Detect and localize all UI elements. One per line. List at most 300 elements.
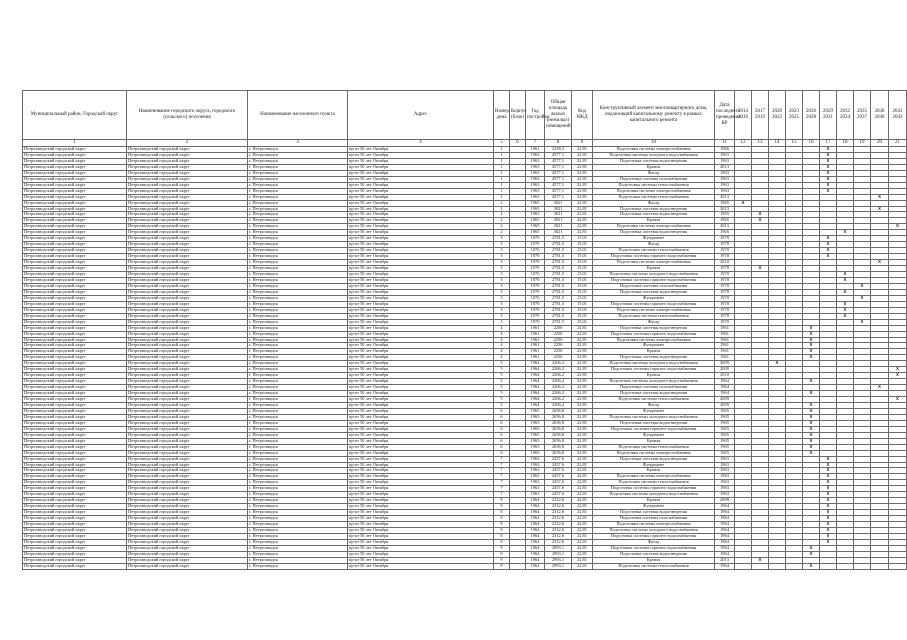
- cell-settlement: Петрозаводский городской округ: [127, 379, 248, 385]
- cell-element: Подготовка системы горячего водоснабжения: [593, 277, 715, 283]
- cell-area: 2993,1: [545, 557, 572, 563]
- cell-settlement: Петрозаводский городской округ: [127, 444, 248, 450]
- cell-element: Подготовка системы холодного водоснабжения: [593, 528, 715, 534]
- period-cell: X: [820, 498, 837, 504]
- period-cell: X: [803, 337, 820, 343]
- period-cell: X: [889, 224, 907, 230]
- cell-settlement: Петрозаводский городской округ: [127, 248, 248, 254]
- cell-settlement: Петрозаводский городской округ: [127, 254, 248, 260]
- col-header-build-year: Год постройки: [526, 91, 545, 140]
- cell-mkd-code: 22,81: [572, 158, 593, 164]
- cell-address: пр-кт 50 лет Октября: [348, 212, 494, 218]
- cell-address: пр-кт 50 лет Октября: [348, 468, 494, 474]
- cell-last-repair: 1965: [715, 408, 735, 414]
- cell-build-year: 1963: [526, 170, 545, 176]
- cell-locality: г. Петрозаводск: [248, 545, 348, 551]
- cell-address: пр-кт 50 лет Октября: [348, 206, 494, 212]
- cell-build-year: 1965: [526, 426, 545, 432]
- cell-area: 2656,8: [545, 438, 572, 444]
- cell-area: 2781,5: [545, 319, 572, 325]
- cell-element: Подготовка системы водоотведения: [593, 206, 715, 212]
- cell-district: Петрозаводский городской округ: [23, 242, 127, 248]
- cell-element: Подготовка системы водоотведения: [593, 391, 715, 397]
- cell-address: пр-кт 50 лет Октября: [348, 438, 494, 444]
- cell-area: 2266,2: [545, 385, 572, 391]
- cell-address: пр-кт 50 лет Октября: [348, 516, 494, 522]
- cell-settlement: Петрозаводский городской округ: [127, 170, 248, 176]
- cell-house-number: 7: [494, 468, 510, 474]
- cell-locality: г. Петрозаводск: [248, 498, 348, 504]
- cell-build-year: 1970: [526, 260, 545, 266]
- cell-address: пр-кт 50 лет Октября: [348, 254, 494, 260]
- column-number: 10: [593, 140, 715, 147]
- cell-mkd-code: 15,01: [572, 283, 593, 289]
- cell-address: пр-кт 50 лет Октября: [348, 325, 494, 331]
- cell-house-number: 8: [494, 528, 510, 534]
- cell-element: Подготовка системы газоснабжения: [593, 283, 715, 289]
- cell-mkd-code: 22,81: [572, 408, 593, 414]
- period-cell: [752, 563, 769, 569]
- cell-address: пр-кт 50 лет Октября: [348, 194, 494, 200]
- col-header-block: Корпус (блок): [510, 91, 526, 140]
- cell-build-year: 1963: [526, 480, 545, 486]
- cell-district: Петрозаводский городской округ: [23, 414, 127, 420]
- cell-last-repair: 1963: [715, 182, 735, 188]
- period-cell: X: [820, 480, 837, 486]
- period-cell: X: [820, 492, 837, 498]
- cell-locality: г. Петрозаводск: [248, 254, 348, 260]
- cell-district: Петрозаводский городской округ: [23, 438, 127, 444]
- cell-address: пр-кт 50 лет Октября: [348, 313, 494, 319]
- cell-area: 2312,6: [545, 522, 572, 528]
- cell-element: Подготовка системы водоотведения: [593, 551, 715, 557]
- cell-last-repair: 1965: [715, 432, 735, 438]
- cell-mkd-code: 22,81: [572, 516, 593, 522]
- cell-address: пр-кт 50 лет Октября: [348, 522, 494, 528]
- cell-area: 2256: [545, 355, 572, 361]
- cell-house-number: 2: [494, 212, 510, 218]
- cell-build-year: 1965: [526, 414, 545, 420]
- cell-mkd-code: 15,01: [572, 260, 593, 266]
- cell-house-number: 8: [494, 539, 510, 545]
- cell-locality: г. Петрозаводск: [248, 391, 348, 397]
- col-header-period: 2035 2037: [854, 91, 871, 140]
- cell-locality: г. Петрозаводск: [248, 557, 348, 563]
- cell-settlement: Петрозаводский городской округ: [127, 331, 248, 337]
- cell-element: Подготовка системы водоотведения: [593, 212, 715, 218]
- cell-house-number: 2: [494, 200, 510, 206]
- cell-mkd-code: 22,81: [572, 510, 593, 516]
- cell-locality: г. Петрозаводск: [248, 450, 348, 456]
- cell-district: Петрозаводский городской округ: [23, 444, 127, 450]
- cell-mkd-code: 22,81: [572, 361, 593, 367]
- cell-build-year: 1963: [526, 462, 545, 468]
- cell-last-repair: 1970: [715, 319, 735, 325]
- cell-element: Кровля: [593, 164, 715, 170]
- period-cell: X: [820, 474, 837, 480]
- cell-area: 2457,6: [545, 492, 572, 498]
- cell-house-number: 1: [494, 194, 510, 200]
- cell-locality: г. Петрозаводск: [248, 480, 348, 486]
- cell-district: Петрозаводский городской округ: [23, 563, 127, 569]
- cell-settlement: Петрозаводский городской округ: [127, 456, 248, 462]
- cell-element: Фасад: [593, 539, 715, 545]
- cell-mkd-code: 15,01: [572, 277, 593, 283]
- cell-locality: г. Петрозаводск: [248, 313, 348, 319]
- cell-district: Петрозаводский городской округ: [23, 426, 127, 432]
- cell-element: Подготовка системы холодного водоснабжения: [593, 152, 715, 158]
- cell-build-year: 1964: [526, 367, 545, 373]
- cell-area: 2781,5: [545, 313, 572, 319]
- cell-locality: г. Петрозаводск: [248, 492, 348, 498]
- cell-element: Подготовка системы теплоснабжения: [593, 397, 715, 403]
- cell-house-number: 6: [494, 432, 510, 438]
- cell-area: 4577,1: [545, 170, 572, 176]
- cell-house-number: 6: [494, 444, 510, 450]
- cell-build-year: 1970: [526, 248, 545, 254]
- cell-mkd-code: 22,81: [572, 450, 593, 456]
- cell-area: 2781,5: [545, 266, 572, 272]
- cell-element: Кровля: [593, 218, 715, 224]
- cell-last-repair: 1964: [715, 563, 735, 569]
- cell-element: Кровля: [593, 266, 715, 272]
- cell-area: 2256: [545, 331, 572, 337]
- cell-settlement: Петрозаводский городской округ: [127, 563, 248, 569]
- period-cell: [820, 563, 837, 569]
- cell-element: Подготовка системы теплоснабжения: [593, 248, 715, 254]
- cell-settlement: Петрозаводский городской округ: [127, 272, 248, 278]
- cell-area: 2781,5: [545, 248, 572, 254]
- period-cell: X: [803, 379, 820, 385]
- cell-address: пр-кт 50 лет Октября: [348, 373, 494, 379]
- cell-district: Петрозаводский городской округ: [23, 397, 127, 403]
- period-cell: X: [752, 557, 769, 563]
- cell-district: Петрозаводский городской округ: [23, 236, 127, 242]
- cell-build-year: 1970: [526, 254, 545, 260]
- cell-element: Фундамент: [593, 504, 715, 510]
- cell-last-repair: 1963: [715, 456, 735, 462]
- cell-mkd-code: 22,81: [572, 462, 593, 468]
- cell-district: Петрозаводский городской округ: [23, 254, 127, 260]
- cell-house-number: 6: [494, 426, 510, 432]
- cell-area: 2781,5: [545, 260, 572, 266]
- cell-mkd-code: 22,81: [572, 539, 593, 545]
- capital-repair-table: [22, 90, 907, 570]
- cell-area: 2781,5: [545, 301, 572, 307]
- cell-settlement: Петрозаводский городской округ: [127, 432, 248, 438]
- cell-address: пр-кт 50 лет Октября: [348, 224, 494, 230]
- cell-area: 3021: [545, 230, 572, 236]
- cell-area: 2781,5: [545, 295, 572, 301]
- column-number: 11: [715, 140, 735, 147]
- cell-last-repair: 1961: [715, 325, 735, 331]
- period-cell: X: [803, 438, 820, 444]
- cell-area: 2781,5: [545, 307, 572, 313]
- cell-mkd-code: 22,81: [572, 147, 593, 153]
- cell-build-year: 1964: [526, 361, 545, 367]
- cell-house-number: 7: [494, 474, 510, 480]
- cell-address: пр-кт 50 лет Октября: [348, 260, 494, 266]
- cell-locality: г. Петрозаводск: [248, 337, 348, 343]
- cell-locality: г. Петрозаводск: [248, 295, 348, 301]
- period-cell: X: [752, 266, 769, 272]
- cell-house-number: 1: [494, 188, 510, 194]
- cell-locality: г. Петрозаводск: [248, 432, 348, 438]
- cell-area: 2656,8: [545, 414, 572, 420]
- cell-element: Подготовка системы горячего водоснабжения: [593, 331, 715, 337]
- cell-locality: г. Петрозаводск: [248, 456, 348, 462]
- cell-area: 2256: [545, 325, 572, 331]
- cell-last-repair: 1965: [715, 450, 735, 456]
- cell-locality: г. Петрозаводск: [248, 307, 348, 313]
- cell-last-repair: 2013: [715, 557, 735, 563]
- cell-element: Подготовка системы газоснабжения: [593, 516, 715, 522]
- cell-address: пр-кт 50 лет Октября: [348, 230, 494, 236]
- cell-district: Петрозаводский городской округ: [23, 522, 127, 528]
- cell-element: Подготовка системы горячего водоснабжения: [593, 486, 715, 492]
- cell-house-number: 1: [494, 152, 510, 158]
- cell-house-number: 6: [494, 408, 510, 414]
- cell-build-year: 1970: [526, 307, 545, 313]
- cell-settlement: Петрозаводский городской округ: [127, 266, 248, 272]
- period-cell: X: [837, 307, 854, 313]
- cell-element: Фасад: [593, 319, 715, 325]
- cell-district: Петрозаводский городской округ: [23, 206, 127, 212]
- cell-address: пр-кт 50 лет Октября: [348, 236, 494, 242]
- cell-build-year: 1970: [526, 277, 545, 283]
- cell-element: Подготовка системы водоотведения: [593, 355, 715, 361]
- cell-house-number: 7: [494, 480, 510, 486]
- cell-district: Петрозаводский городской округ: [23, 343, 127, 349]
- cell-area: 2266,2: [545, 397, 572, 403]
- cell-mkd-code: 22,81: [572, 367, 593, 373]
- cell-locality: г. Петрозаводск: [248, 355, 348, 361]
- period-cell: X: [837, 277, 854, 283]
- cell-mkd-code: 22,81: [572, 480, 593, 486]
- cell-locality: г. Петрозаводск: [248, 164, 348, 170]
- cell-element: Подготовка системы теплоснабжения: [593, 480, 715, 486]
- cell-locality: г. Петрозаводск: [248, 444, 348, 450]
- cell-locality: г. Петрозаводск: [248, 438, 348, 444]
- period-cell: [889, 563, 907, 569]
- cell-house-number: 1: [494, 164, 510, 170]
- cell-house-number: 5: [494, 367, 510, 373]
- cell-element: Фундамент: [593, 462, 715, 468]
- column-number: 15: [786, 140, 803, 147]
- cell-district: Петрозаводский городской округ: [23, 528, 127, 534]
- cell-build-year: 1964: [526, 397, 545, 403]
- cell-element: Подготовка системы водоотведения: [593, 158, 715, 164]
- cell-house-number: 5: [494, 402, 510, 408]
- cell-element: Подготовка системы электроснабжения: [593, 147, 715, 153]
- cell-mkd-code: 22,81: [572, 492, 593, 498]
- cell-area: 2457,6: [545, 486, 572, 492]
- cell-area: 2993,1: [545, 545, 572, 551]
- cell-address: пр-кт 50 лет Октября: [348, 289, 494, 295]
- col-header-area: Общая площадь жилых (нежилых) помещений: [545, 91, 572, 140]
- cell-build-year: 1961: [526, 343, 545, 349]
- cell-area: 2266,2: [545, 367, 572, 373]
- cell-house-number: 3: [494, 295, 510, 301]
- cell-mkd-code: 22,81: [572, 522, 593, 528]
- cell-last-repair: 1964: [715, 510, 735, 516]
- cell-locality: г. Петрозаводск: [248, 408, 348, 414]
- cell-element: Фасад: [593, 170, 715, 176]
- cell-district: Петрозаводский городской округ: [23, 391, 127, 397]
- cell-house-number: 4: [494, 325, 510, 331]
- cell-address: пр-кт 50 лет Октября: [348, 218, 494, 224]
- cell-build-year: 1963: [526, 188, 545, 194]
- cell-address: пр-кт 50 лет Октября: [348, 498, 494, 504]
- cell-district: Петрозаводский городской округ: [23, 188, 127, 194]
- cell-house-number: 8: [494, 504, 510, 510]
- cell-address: пр-кт 50 лет Октября: [348, 492, 494, 498]
- col-header-element: Конструктивный элемент многоквартирного дома, подлежащий капитальному ремонту в рамках капитального ремонта: [593, 91, 715, 140]
- cell-element: Подготовка системы газоснабжения: [593, 176, 715, 182]
- period-cell: X: [854, 295, 871, 301]
- cell-settlement: Петрозаводский городской округ: [127, 474, 248, 480]
- cell-build-year: 1964: [526, 522, 545, 528]
- cell-build-year: 1964: [526, 402, 545, 408]
- cell-area: 2781,5: [545, 236, 572, 242]
- cell-settlement: Петрозаводский городской округ: [127, 295, 248, 301]
- cell-mkd-code: 22,81: [572, 355, 593, 361]
- cell-last-repair: 1963: [715, 170, 735, 176]
- cell-element: Подготовка системы горячего водоснабжения: [593, 254, 715, 260]
- cell-mkd-code: 15,01: [572, 248, 593, 254]
- col-header-period: 2014 2016: [735, 91, 752, 140]
- col-header-locality: Наименование населенного пункта: [248, 91, 348, 140]
- cell-last-repair: 1963: [715, 468, 735, 474]
- cell-settlement: Петрозаводский городской округ: [127, 200, 248, 206]
- period-cell: X: [803, 420, 820, 426]
- cell-house-number: 4: [494, 349, 510, 355]
- cell-element: Подготовка системы электроснабжения: [593, 260, 715, 266]
- cell-district: Петрозаводский городской округ: [23, 486, 127, 492]
- cell-element: Подготовка системы холодного водоснабжения: [593, 414, 715, 420]
- cell-address: пр-кт 50 лет Октября: [348, 147, 494, 153]
- column-number: 14: [769, 140, 786, 147]
- cell-address: пр-кт 50 лет Октября: [348, 277, 494, 283]
- cell-address: пр-кт 50 лет Октября: [348, 545, 494, 551]
- cell-address: пр-кт 50 лет Октября: [348, 504, 494, 510]
- period-cell: X: [837, 230, 854, 236]
- cell-settlement: Петрозаводский городской округ: [127, 212, 248, 218]
- cell-district: Петрозаводский городской округ: [23, 462, 127, 468]
- cell-locality: г. Петрозаводск: [248, 361, 348, 367]
- cell-mkd-code: 22,81: [572, 391, 593, 397]
- cell-build-year: 1963: [526, 158, 545, 164]
- cell-last-repair: 1965: [715, 212, 735, 218]
- cell-settlement: Петрозаводский городской округ: [127, 504, 248, 510]
- cell-district: Петрозаводский городской округ: [23, 480, 127, 486]
- cell-mkd-code: 22,81: [572, 224, 593, 230]
- cell-locality: г. Петрозаводск: [248, 248, 348, 254]
- cell-address: пр-кт 50 лет Октября: [348, 444, 494, 450]
- cell-last-repair: 1966: [715, 147, 735, 153]
- cell-build-year: 1965: [526, 218, 545, 224]
- cell-house-number: 9: [494, 563, 510, 569]
- cell-last-repair: 1970: [715, 266, 735, 272]
- cell-build-year: 1964: [526, 533, 545, 539]
- cell-last-repair: 1970: [715, 277, 735, 283]
- cell-last-repair: 1964: [715, 385, 735, 391]
- cell-element: Подготовка системы электроснабжения: [593, 188, 715, 194]
- cell-last-repair: 1961: [715, 343, 735, 349]
- cell-mkd-code: 22,81: [572, 343, 593, 349]
- cell-last-repair: 2009: [715, 397, 735, 403]
- cell-address: пр-кт 50 лет Октября: [348, 367, 494, 373]
- cell-element: Подготовка системы теплоснабжения: [593, 563, 715, 569]
- cell-build-year: 1970: [526, 295, 545, 301]
- cell-mkd-code: 22,81: [572, 533, 593, 539]
- cell-locality: г. Петрозаводск: [248, 349, 348, 355]
- col-header-period: 2017 2019: [752, 91, 769, 140]
- period-cell: X: [837, 301, 854, 307]
- cell-element: Кровля: [593, 557, 715, 563]
- header-row: [23, 91, 907, 140]
- period-cell: X: [820, 456, 837, 462]
- cell-district: Петрозаводский городской округ: [23, 456, 127, 462]
- period-cell: X: [820, 248, 837, 254]
- cell-district: Петрозаводский городской округ: [23, 533, 127, 539]
- cell-locality: г. Петрозаводск: [248, 158, 348, 164]
- cell-address: пр-кт 50 лет Октября: [348, 379, 494, 385]
- cell-address: пр-кт 50 лет Октября: [348, 391, 494, 397]
- period-cell: X: [803, 391, 820, 397]
- cell-build-year: 1964: [526, 563, 545, 569]
- period-cell: X: [837, 313, 854, 319]
- cell-address: пр-кт 50 лет Октября: [348, 248, 494, 254]
- cell-settlement: Петрозаводский городской округ: [127, 557, 248, 563]
- column-number: 16: [803, 140, 820, 147]
- cell-build-year: 1965: [526, 206, 545, 212]
- cell-house-number: 1: [494, 182, 510, 188]
- cell-house-number: 1: [494, 158, 510, 164]
- cell-locality: г. Петрозаводск: [248, 533, 348, 539]
- cell-district: Петрозаводский городской округ: [23, 325, 127, 331]
- cell-locality: г. Петрозаводск: [248, 426, 348, 432]
- column-number: 5: [494, 140, 510, 147]
- cell-mkd-code: 22,81: [572, 557, 593, 563]
- cell-district: Петрозаводский городской округ: [23, 313, 127, 319]
- column-number: 8: [545, 140, 572, 147]
- cell-mkd-code: 15,01: [572, 242, 593, 248]
- cell-locality: г. Петрозаводск: [248, 194, 348, 200]
- cell-last-repair: 1964: [715, 522, 735, 528]
- cell-build-year: 1963: [526, 474, 545, 480]
- cell-last-repair: 2013: [715, 206, 735, 212]
- cell-district: Петрозаводский городской округ: [23, 367, 127, 373]
- cell-area: 2312,6: [545, 533, 572, 539]
- column-number: 20: [871, 140, 889, 147]
- cell-build-year: 1963: [526, 176, 545, 182]
- cell-element: Подготовка системы водоотведения: [593, 325, 715, 331]
- cell-build-year: 1964: [526, 551, 545, 557]
- cell-settlement: Петрозаводский городской округ: [127, 420, 248, 426]
- cell-house-number: 8: [494, 498, 510, 504]
- column-number: 9: [572, 140, 593, 147]
- period-cell: X: [803, 331, 820, 337]
- cell-house-number: 5: [494, 385, 510, 391]
- cell-locality: г. Петрозаводск: [248, 379, 348, 385]
- cell-build-year: 1970: [526, 301, 545, 307]
- cell-district: Петрозаводский городской округ: [23, 194, 127, 200]
- cell-settlement: Петрозаводский городской округ: [127, 230, 248, 236]
- cell-element: Подготовка системы электроснабжения: [593, 522, 715, 528]
- cell-house-number: 9: [494, 545, 510, 551]
- cell-build-year: 1965: [526, 408, 545, 414]
